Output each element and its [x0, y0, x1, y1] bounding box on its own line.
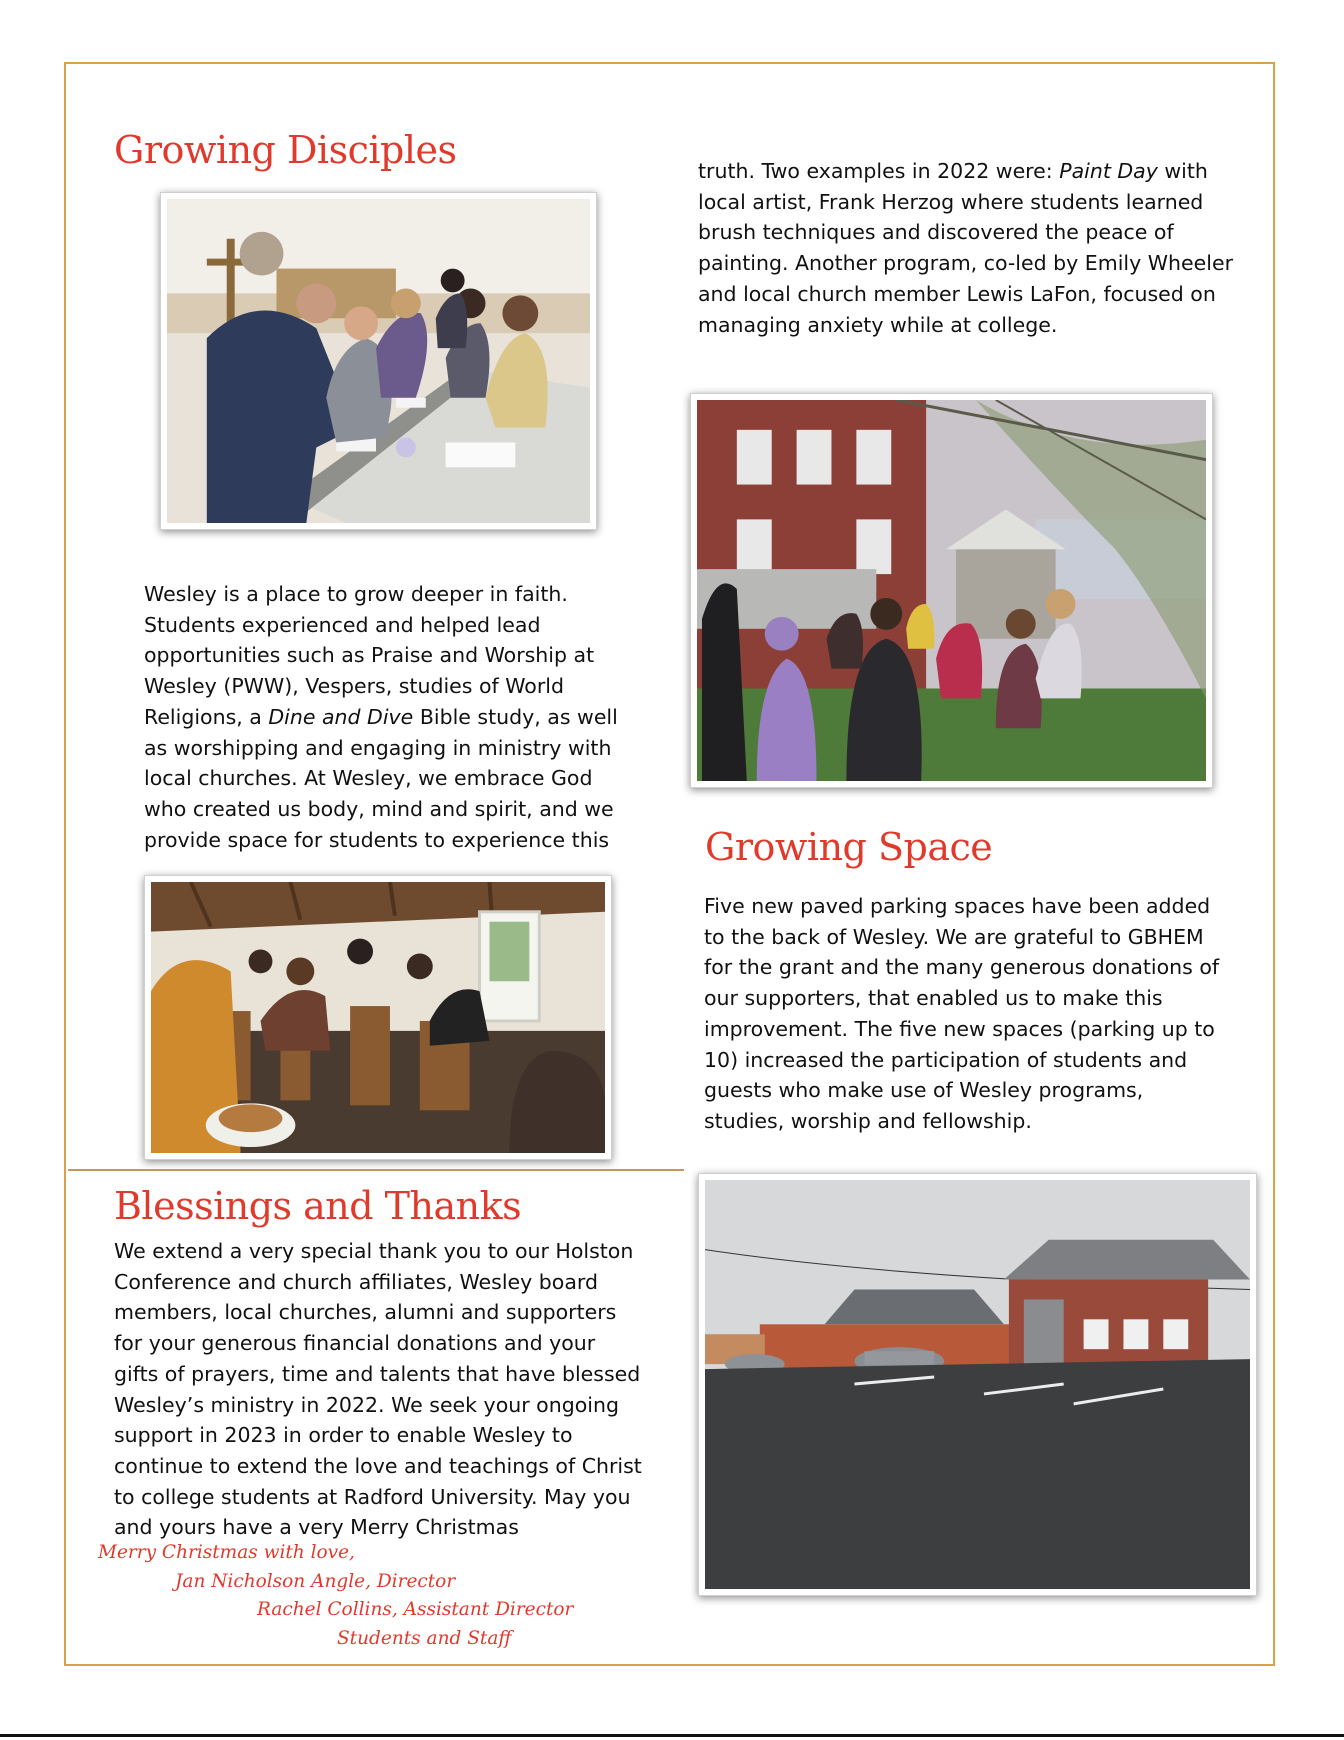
- dine-and-dive-italic: Dine and Dive: [268, 704, 414, 729]
- signature-assistant-director: Rachel Collins, Assistant Director: [257, 1599, 574, 1620]
- disciples-continued-rest: with local artist, Frank Herzog where students learned brush techniques and discovered the peace of painting. Another program, co-led by Emily Wheeler and local church member Lewis LaFon, focused on managing anxiety while at college.: [698, 159, 1233, 337]
- worship-room-photo: [144, 875, 612, 1160]
- parking-lot-photo: [698, 1173, 1257, 1596]
- signature-director: Jan Nicholson Angle, Director: [175, 1571, 456, 1592]
- signature-students-staff: Students and Staff: [337, 1628, 512, 1649]
- growing-space-paragraph: Five new paved parking spaces have been added to the back of Wesley. We are grateful to GBHEM for the grant and the many generous donations of our supporters, that enabled us to make this improvement. The five new spaces (parking up to 10) increased the participation of students and guests who make use of Wesley programs, studies, worship and fellowship.: [704, 894, 1220, 1133]
- outdoor-gathering-photo: [690, 393, 1213, 788]
- paint-day-italic: Paint Day: [1059, 159, 1158, 183]
- growing-disciples-heading: Growing Disciples: [114, 128, 457, 172]
- painting-class-photo: [160, 192, 597, 530]
- blessings-paragraph: We extend a very special thank you to our Holston Conference and church affiliates, Wesley board members, local churches, alumni and supporters for your generous financial donations and your gifts of prayers, time and talents that have blessed Wesley’s ministry in 2022. We seek your ongoing support in 2023 in order to enable Wesley to continue to extend the love and teachings of Christ to college students at Radford University. May you and yours have a very Merry Christmas: [114, 1239, 642, 1540]
- signature-greeting: Merry Christmas with love,: [98, 1542, 355, 1563]
- growing-space-heading: Growing Space: [705, 825, 993, 869]
- section-divider: [68, 1169, 684, 1171]
- disciples-continued-part: truth. Two examples in 2022 were:: [698, 159, 1060, 183]
- bottom-rule: [0, 1734, 1344, 1737]
- disciples-text-rest: Bible study, as well as worshipping and engaging in ministry with local churches. At Wesley, we embrace God who created us body, mind and spirit, and we provide space for students to experience this: [144, 704, 618, 852]
- disciples-text-part: Wesley is a place to grow deeper in faith. Students experienced and helped lead opportunities such as Praise and Worship at Wesley (PWW), Vespers, studies of World Religions, a: [144, 582, 595, 729]
- blessings-heading: Blessings and Thanks: [114, 1184, 522, 1228]
- growing-disciples-continued: [698, 156, 1238, 340]
- growing-disciples-paragraph: [144, 579, 620, 855]
